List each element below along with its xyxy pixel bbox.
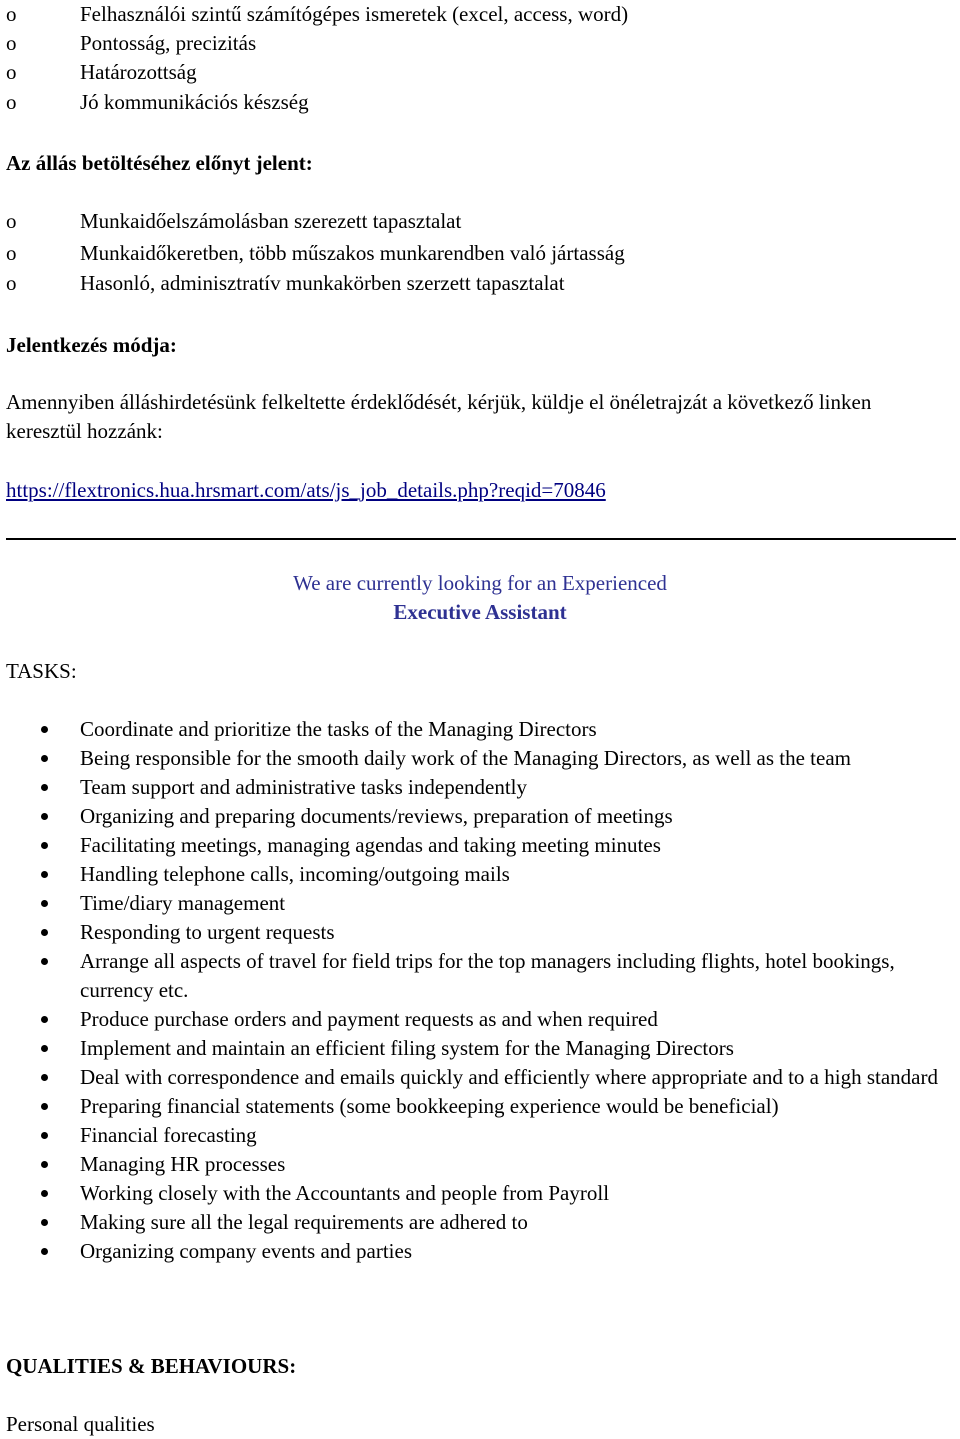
task-item: Produce purchase orders and payment requests as and when required xyxy=(0,1005,960,1034)
bullet-icon xyxy=(41,1248,48,1255)
list-marker: o xyxy=(6,241,17,265)
bullet-icon xyxy=(41,1161,48,1168)
section-heading-apply: Jelentkezés módja: xyxy=(6,333,177,357)
bullet-icon xyxy=(41,1190,48,1197)
task-item: Facilitating meetings, managing agendas and taking meeting minutes xyxy=(0,831,960,860)
bullet-icon xyxy=(41,726,48,733)
bullet-icon xyxy=(41,1132,48,1139)
task-item: Managing HR processes xyxy=(0,1150,960,1179)
bullet-icon xyxy=(41,1103,48,1110)
list-marker: o xyxy=(6,271,17,295)
banner-subtitle: We are currently looking for an Experienced xyxy=(293,571,667,595)
bullet-icon xyxy=(41,958,48,965)
task-item: Arrange all aspects of travel for field trips for the top managers including flights, hotel bookings, currency etc. xyxy=(0,947,955,1005)
list-item: o Jó kommunikációs készség xyxy=(6,88,309,117)
bullet-icon xyxy=(41,900,48,907)
apply-text: Amennyiben álláshirdetésünk felkeltette érdeklődését, kérjük, küldje el önéletrajzát a következő linken keresztül hozzánk: xyxy=(6,390,872,443)
task-item: Preparing financial statements (some bookkeeping experience would be beneficial) xyxy=(0,1092,960,1121)
bullet-icon xyxy=(41,1074,48,1081)
task-item: Coordinate and prioritize the tasks of the Managing Directors xyxy=(0,715,960,744)
list-marker: o xyxy=(6,209,17,233)
bullet-icon xyxy=(41,755,48,762)
task-item: Making sure all the legal requirements are adhered to xyxy=(0,1208,960,1237)
bullet-icon xyxy=(41,1045,48,1052)
task-item: Implement and maintain an efficient filing system for the Managing Directors xyxy=(0,1034,960,1063)
horizontal-divider xyxy=(6,538,956,540)
task-item: Handling telephone calls, incoming/outgoing mails xyxy=(0,860,960,889)
bullet-icon xyxy=(41,813,48,820)
task-item: Time/diary management xyxy=(0,889,960,918)
list-marker: o xyxy=(6,31,17,55)
bullet-icon xyxy=(41,842,48,849)
bullet-icon xyxy=(41,929,48,936)
list-marker: o xyxy=(6,2,17,26)
task-item: Organizing company events and parties xyxy=(0,1237,960,1266)
list-item: o Hasonló, adminisztratív munkakörben szerzett tapasztalat xyxy=(6,269,565,298)
task-item: Responding to urgent requests xyxy=(0,918,960,947)
tasks-heading: TASKS: xyxy=(6,659,77,683)
list-item: o Munkaidőkeretben, több műszakos munkarendben való jártasság xyxy=(6,239,625,268)
apply-link[interactable]: https://flextronics.hua.hrsmart.com/ats/js_job_details.php?reqid=70846 xyxy=(6,478,606,502)
list-item: o Munkaidőelszámolásban szerezett tapasztalat xyxy=(6,207,461,236)
task-item: Deal with correspondence and emails quickly and efficiently where appropriate and to a high standard xyxy=(0,1063,955,1092)
qualities-subheading: Personal qualities xyxy=(6,1412,155,1436)
list-item: o Határozottság xyxy=(6,58,197,87)
bullet-icon xyxy=(41,1219,48,1226)
banner-title: Executive Assistant xyxy=(393,600,567,624)
task-item: Team support and administrative tasks independently xyxy=(0,773,960,802)
bullet-icon xyxy=(41,871,48,878)
list-item: o Felhasználói szintű számítógépes ismeretek (excel, access, word) xyxy=(6,0,628,29)
task-item: Working closely with the Accountants and people from Payroll xyxy=(0,1179,960,1208)
tasks-list xyxy=(0,715,960,1266)
list-marker: o xyxy=(6,60,17,84)
task-item: Financial forecasting xyxy=(0,1121,960,1150)
task-item: Being responsible for the smooth daily work of the Managing Directors, as well as the team xyxy=(0,744,955,773)
bullet-icon xyxy=(41,784,48,791)
task-item: Organizing and preparing documents/reviews, preparation of meetings xyxy=(0,802,960,831)
list-item: o Pontosság, precizitás xyxy=(6,29,256,58)
qualities-heading: QUALITIES & BEHAVIOURS: xyxy=(6,1354,297,1378)
bullet-icon xyxy=(41,1016,48,1023)
list-marker: o xyxy=(6,90,17,114)
section-heading-advantage: Az állás betöltéséhez előnyt jelent: xyxy=(6,151,313,175)
